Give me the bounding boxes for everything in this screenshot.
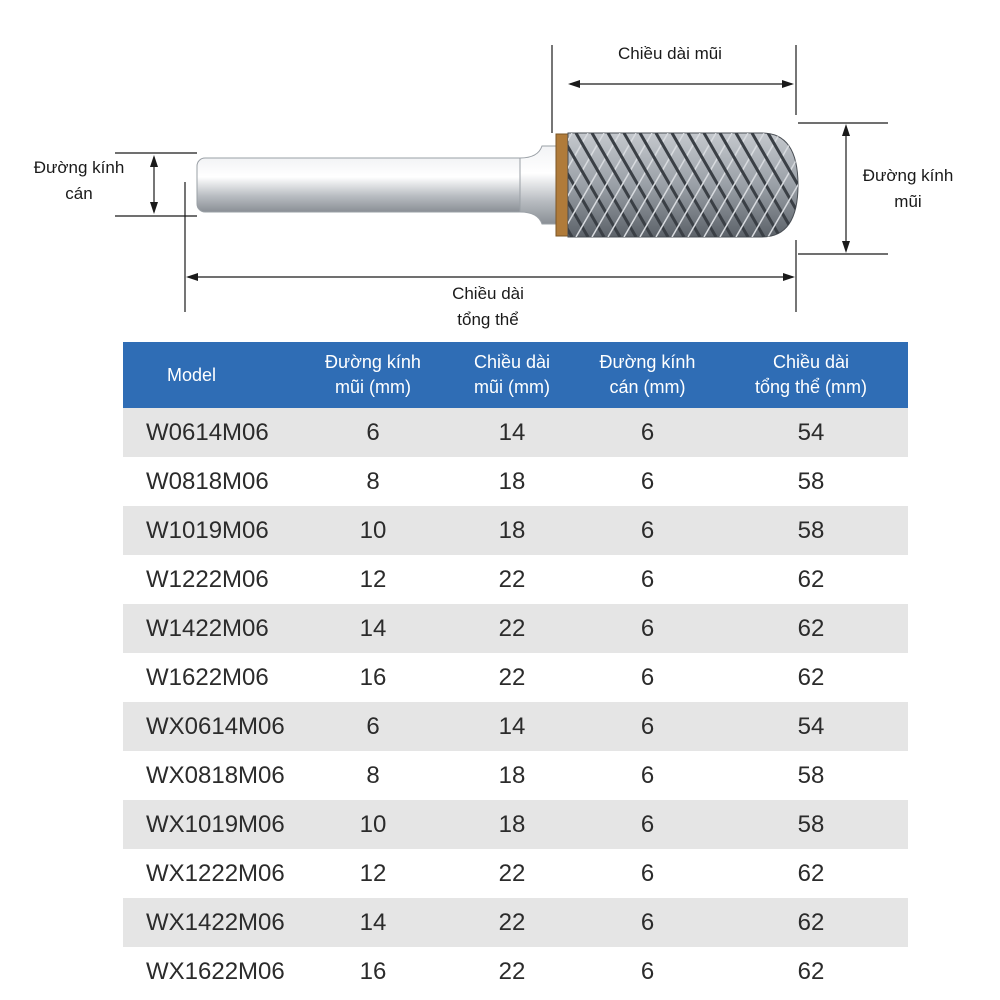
column-header-shank-diameter: Đường kính cán (mm) (599, 352, 696, 397)
shank-diameter-label: Đường kính cán (33, 158, 125, 203)
cell-shank-diameter: 6 (640, 565, 655, 593)
cell-overall-length: 62 (797, 663, 825, 691)
cell-tip-diameter: 12 (359, 565, 387, 593)
cell-model: WX1422M06 (146, 908, 285, 936)
cell-tip-length: 22 (498, 663, 526, 691)
column-header-overall-length: Chiều dài tổng thể (mm) (754, 352, 868, 397)
cell-shank-diameter: 6 (640, 614, 655, 642)
cell-overall-length: 62 (797, 859, 825, 887)
cell-shank-diameter: 6 (640, 810, 655, 838)
cell-shank-diameter: 6 (640, 418, 655, 446)
cell-overall-length: 58 (797, 467, 825, 495)
cell-shank-diameter: 6 (640, 712, 655, 740)
cell-model: W1622M06 (146, 663, 269, 691)
cell-overall-length: 62 (797, 614, 825, 642)
spec-table (123, 342, 908, 996)
table-row (123, 653, 908, 702)
cell-model: W1019M06 (146, 516, 269, 544)
table-row (123, 555, 908, 604)
table-row (123, 506, 908, 555)
cell-tip-length: 22 (498, 957, 526, 985)
table-row (123, 849, 908, 898)
column-header-tip-diameter: Đường kính mũi (mm) (325, 352, 421, 397)
overall-length-label: Chiều dài tổng thể (452, 284, 524, 329)
tip-diameter-label: Đường kính mũi (862, 166, 954, 211)
cell-model: WX0614M06 (146, 712, 285, 740)
cell-tip-length: 18 (498, 516, 526, 544)
tip-length-label: Chiều dài mũi (618, 44, 722, 63)
cell-model: WX0818M06 (146, 761, 285, 789)
cell-shank-diameter: 6 (640, 516, 655, 544)
cell-shank-diameter: 6 (640, 859, 655, 887)
cell-overall-length: 62 (797, 908, 825, 936)
cell-overall-length: 58 (797, 810, 825, 838)
cell-tip-diameter: 14 (359, 908, 387, 936)
cell-tip-length: 14 (498, 418, 526, 446)
cell-tip-diameter: 6 (366, 712, 380, 740)
cell-tip-diameter: 8 (366, 467, 380, 495)
cell-tip-length: 14 (498, 712, 526, 740)
table-header (123, 342, 908, 408)
table-body (123, 408, 908, 996)
table-row (123, 751, 908, 800)
cell-model: W0818M06 (146, 467, 269, 495)
cell-tip-diameter: 12 (359, 859, 387, 887)
cell-model: WX1222M06 (146, 859, 285, 887)
burr-shank (197, 146, 558, 224)
cell-tip-length: 22 (498, 614, 526, 642)
table-row (123, 408, 908, 457)
cell-tip-length: 18 (498, 761, 526, 789)
cell-tip-length: 18 (498, 810, 526, 838)
table-row (123, 604, 908, 653)
cell-model: WX1019M06 (146, 810, 285, 838)
cell-shank-diameter: 6 (640, 908, 655, 936)
cell-model: W1422M06 (146, 614, 269, 642)
cell-tip-diameter: 16 (359, 663, 387, 691)
cell-shank-diameter: 6 (640, 467, 655, 495)
cell-tip-length: 18 (498, 467, 526, 495)
cell-tip-diameter: 14 (359, 614, 387, 642)
cell-overall-length: 58 (797, 516, 825, 544)
cell-shank-diameter: 6 (640, 663, 655, 691)
cell-tip-diameter: 10 (359, 810, 387, 838)
table-row (123, 947, 908, 996)
cell-model: W0614M06 (146, 418, 269, 446)
table-row (123, 702, 908, 751)
cell-shank-diameter: 6 (640, 761, 655, 789)
cell-shank-diameter: 6 (640, 957, 655, 985)
cell-overall-length: 62 (797, 565, 825, 593)
cell-tip-length: 22 (498, 565, 526, 593)
cell-overall-length: 54 (797, 418, 825, 446)
table-row (123, 800, 908, 849)
cell-tip-diameter: 8 (366, 761, 380, 789)
burr-collar (556, 134, 568, 236)
column-header-model: Model (167, 364, 217, 385)
cell-overall-length: 54 (797, 712, 825, 740)
table-row (123, 457, 908, 506)
cell-tip-diameter: 6 (366, 418, 380, 446)
burr-dimension-diagram (0, 0, 1000, 340)
cell-overall-length: 58 (797, 761, 825, 789)
cell-tip-length: 22 (498, 859, 526, 887)
column-header-tip-length: Chiều dài mũi (mm) (473, 352, 551, 397)
cell-tip-diameter: 10 (359, 516, 387, 544)
cell-tip-length: 22 (498, 908, 526, 936)
table-row (123, 898, 908, 947)
cell-model: W1222M06 (146, 565, 269, 593)
cell-model: WX1622M06 (146, 957, 285, 985)
cell-tip-diameter: 16 (359, 957, 387, 985)
cell-overall-length: 62 (797, 957, 825, 985)
